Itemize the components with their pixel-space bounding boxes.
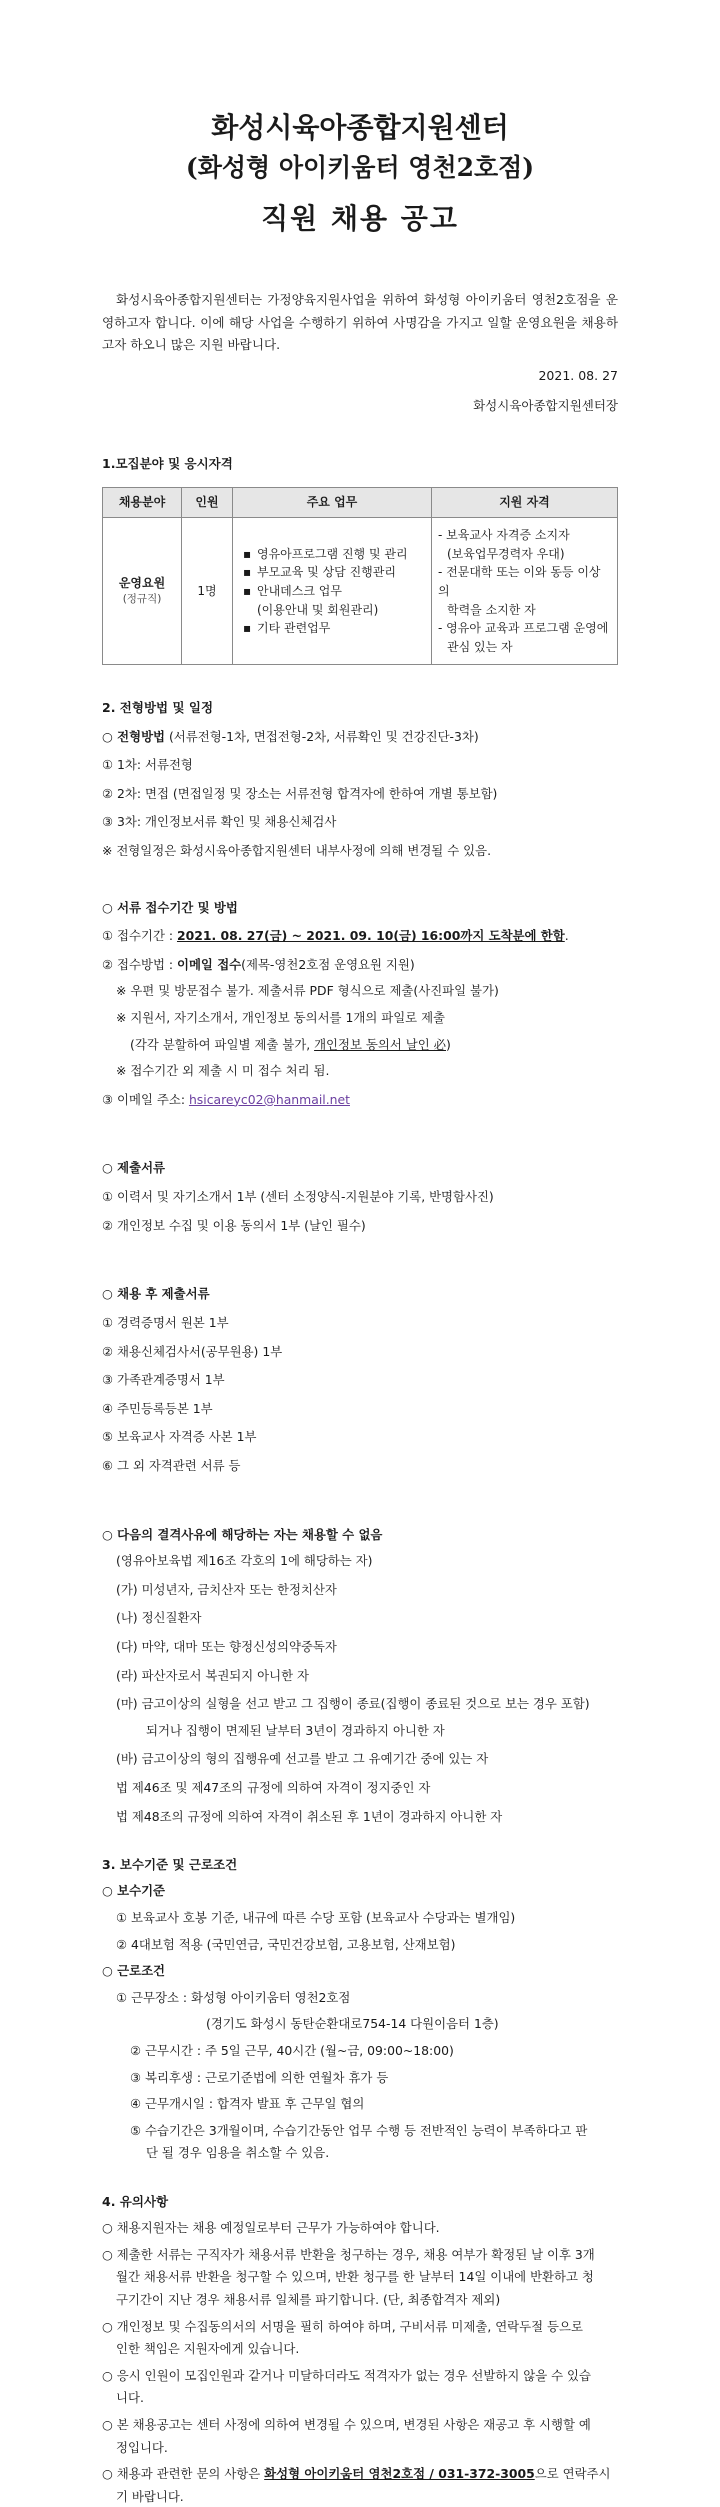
list-item: 정입니다. (116, 2439, 168, 2455)
field-cell (103, 518, 182, 665)
notice-date: 2021. 08. 27 (538, 367, 618, 383)
qual-line: - 전문대학 또는 이와 동등 이상의 (438, 565, 601, 599)
list-item: (경기도 화성시 동탄순환대로754-14 다원이음터 1층) (206, 2016, 499, 2032)
list-item: 인한 책임은 지원자에게 있습니다. (116, 2341, 300, 2357)
contact-info: 화성형 아이키움터 영천2호점 / 031-372-3005 (264, 2466, 535, 2482)
duties-cell (233, 518, 432, 665)
field-name: 운영요원 (118, 576, 166, 591)
list-item: (나) 정신질환자 (116, 1610, 202, 1626)
list-item: 법 제46조 및 제47조의 규정에 의하여 자격이 정지중인 자 (116, 1780, 431, 1796)
qual-line: - 보육교사 자격증 소지자 (438, 528, 570, 543)
email-line: ③ 이메일 주소: hsicareyc02@hanmail.net (102, 1091, 350, 1107)
list-item: ② 근무시간 : 주 5일 근무, 40시간 (월~금, 09:00~18:00) (130, 2043, 454, 2059)
qual-line: 관심 있는 자 (447, 639, 513, 654)
list-item: ⑥ 그 외 자격관련 서류 등 (102, 1457, 241, 1473)
pay-heading: ○ 보수기준 (102, 1883, 166, 1899)
selection-method-label: ○ 전형방법 (102, 728, 166, 744)
list-item: ① 근무장소 : 화성형 아이키움터 영천2호점 (116, 1989, 351, 2005)
list-item: 법 제48조의 규정에 의하여 자격이 취소된 후 1년이 경과하지 아니한 자 (116, 1808, 503, 1824)
list-item: 월간 채용서류 반환을 청구할 수 있으며, 반환 청구를 한 날부터 14일 이내에 반환하고 청 (116, 2269, 594, 2285)
qualification-cell (432, 518, 618, 665)
title-main: 화성시육아종합지원센터 (211, 111, 509, 144)
section2-heading: 2. 전형방법 및 일정 (102, 700, 214, 716)
list-item: 니다. (116, 2390, 144, 2406)
table-header-count: 인원 (182, 487, 233, 517)
bullet-icon: ▪ (243, 546, 252, 561)
list-item: ① 이력서 및 자기소개서 1부 (센터 소정양식-지원분야 기록, 반명함사진) (102, 1189, 494, 1205)
list-item: ① 경력증명서 원본 1부 (102, 1314, 229, 1330)
list-item: ④ 근무개시일 : 합격자 발표 후 근무일 협의 (130, 2096, 365, 2112)
list-item: 단 될 경우 임용을 취소할 수 있음. (146, 2145, 330, 2161)
table-header-field: 채용분야 (103, 487, 182, 517)
qual-line: 학력을 소지한 자 (447, 602, 536, 617)
list-item: ○ 응시 인원이 모집인원과 같거나 미달하더라도 적격자가 없는 경우 선발하지 않을 수 있습 (102, 2367, 591, 2383)
table-header-qualification: 지원 자격 (432, 487, 618, 517)
list-item: 구기간이 지난 경우 채용서류 일체를 파기합니다. (단, 최종합격자 제외) (116, 2292, 501, 2308)
receipt-heading: ○ 서류 접수기간 및 방법 (102, 899, 238, 915)
list-item: ④ 주민등록등본 1부 (102, 1400, 213, 1416)
notice-org: 화성시육아종합지원센터장 (473, 397, 618, 413)
count-cell: 1명 (182, 518, 233, 665)
list-item: (다) 마약, 대마 또는 향정신성의약중독자 (116, 1639, 337, 1654)
list-item: ② 4대보험 적용 (국민연금, 국민건강보험, 고용보험, 산재보험) (116, 1936, 456, 1952)
list-item: (바) 금고이상의 형의 집행유예 선고를 받고 그 유예기간 중에 있는 자 (116, 1751, 489, 1767)
contact-line-2: 기 바랍니다. (116, 2488, 184, 2504)
work-heading: ○ 근로조건 (102, 1963, 166, 1979)
receipt-note-sub: (각각 분할하여 파일별 제출 불가, 개인정보 동의서 날인 必) (130, 1036, 451, 1052)
docs-heading: ○ 제출서류 (102, 1160, 166, 1176)
list-item: ⑤ 수습기간은 3개월이며, 수습기간동안 업무 수행 등 전반적인 능력이 부족하다고 판 (130, 2122, 588, 2138)
duties-list (239, 545, 425, 638)
bullet-icon: ▪ (243, 565, 252, 580)
email-link[interactable]: hsicareyc02@hanmail.net (188, 1091, 350, 1107)
list-item: ① 보육교사 호봉 기준, 내규에 따른 수당 포함 (보육교사 수당과는 별개임) (116, 1910, 516, 1925)
title-branch: (화성형 아이키움터 영천2호점) (185, 153, 535, 183)
section3-heading: 3. 보수기준 및 근로조건 (102, 1857, 238, 1873)
list-item: ③ 가족관계증명서 1부 (102, 1372, 225, 1388)
disqualification-heading: ○ 다음의 결격사유에 해당하는 자는 채용할 수 없음 (102, 1526, 383, 1542)
list-item: ▪ 안내데스크 업무 (257, 582, 425, 601)
title-block (102, 0, 618, 237)
list-item: (가) 미성년자, 금치산자 또는 한정치산자 (116, 1581, 337, 1597)
receipt-period: ① 접수기간 : 2021. 08. 27(금) ~ 2021. 09. 10(금) 16:00까지 도착분에 한함. (102, 928, 569, 944)
contact-line: ○ 채용과 관련한 문의 사항은 화성형 아이키움터 영천2호점 / 031-372-3005으로 연락주시 (102, 2466, 611, 2482)
bullet-icon: ▪ (243, 584, 252, 599)
field-sub: (정규직) (122, 593, 162, 606)
receipt-note: ※ 지원서, 자기소개서, 개인정보 동의서를 1개의 파일로 제출 (116, 1010, 446, 1026)
list-item: ○ 개인정보 및 수집동의서의 서명을 필히 하여야 하며, 구비서류 미제출, 연락두절 등으로 (102, 2318, 583, 2334)
schedule-note: ※ 전형일정은 화성시육아종합지원센터 내부사정에 의해 변경될 수 있음. (102, 842, 492, 858)
list-item: ○ 본 채용공고는 센터 사정에 의하여 변경될 수 있으며, 변경된 사항은 재공고 후 시행할 예 (102, 2417, 591, 2433)
selection-method (102, 728, 618, 747)
receipt-note-late: ※ 접수기간 외 제출 시 미 접수 처리 됨. (116, 1063, 330, 1079)
list-item: ▪ 부모교육 및 상담 진행관리 (257, 563, 425, 582)
list-item: ② 채용신체검사서(공무원용) 1부 (102, 1343, 283, 1359)
receipt-method-value: 이메일 접수 (176, 956, 242, 972)
qual-line: - 영유아 교육과 프로그램 운영에 (438, 621, 609, 636)
table-header-duties: 주요 업무 (233, 487, 432, 517)
section4-heading: 4. 유의사항 (102, 2194, 169, 2210)
list-item: (영유아보육법 제16조 각호의 1에 해당하는 자) (116, 1553, 373, 1569)
receipt-note: ※ 우편 및 방문접수 불가. 제출서류 PDF 형식으로 제출(사진파일 불가) (116, 983, 499, 999)
receipt-period-value: 2021. 08. 27(금) ~ 2021. 09. 10(금) 16:00까지 도착분에 한함 (176, 928, 565, 944)
list-item: ⑤ 보육교사 자격증 사본 1부 (102, 1429, 257, 1445)
receipt-method: ② 접수방법 : 이메일 접수(제목-영천2호점 운영요원 지원) (102, 956, 415, 972)
list-item: ② 개인정보 수집 및 이용 동의서 1부 (날인 필수) (102, 1217, 366, 1233)
recruitment-table (102, 487, 618, 666)
list-item: (라) 파산자로서 복권되지 아니한 자 (116, 1667, 309, 1683)
list-item: ▪ 영유아프로그램 진행 및 관리 (257, 545, 425, 564)
list-item: ③ 3차: 개인정보서류 확인 및 채용신체검사 (102, 814, 337, 830)
list-item: (이용안내 및 회원관리) (257, 602, 379, 617)
list-item: ○ 제출한 서류는 구직자가 채용서류 반환을 청구하는 경우, 채용 여부가 확정된 날 이후 3개 (102, 2246, 595, 2262)
list-item: ▪ 기타 관련업무 (257, 619, 425, 638)
section1-heading: 1.모집분야 및 응시자격 (102, 455, 233, 471)
title-notice: 직원 채용 공고 (261, 201, 459, 235)
qual-line: (보육업무경력자 우대) (447, 546, 565, 561)
list-item: ○ 채용지원자는 채용 예정일로부터 근무가 가능하여야 합니다. (102, 2220, 440, 2236)
intro-paragraph: 화성시육아종합지원센터는 가정양육지원사업을 위하여 화성형 아이키움터 영천2호점을 운영하고자 합니다. 이에 해당 사업을 수행하기 위하여 사명감을 가지고 일할 운영요원을 채용하고자 하오니 많은 지원 바랍니다. (102, 292, 618, 353)
table-row (103, 518, 618, 665)
bullet-icon: ▪ (243, 621, 252, 636)
selection-method-detail: (서류전형-1차, 면접전형-2차, 서류확인 및 건강진단-3차) (165, 728, 479, 744)
list-item: ② 2차: 면접 (면접일정 및 장소는 서류전형 합격자에 한하여 개별 통보함) (102, 785, 498, 801)
post-docs-heading: ○ 채용 후 제출서류 (102, 1286, 210, 1302)
list-item: ③ 복리후생 : 근로기준법에 의한 연월차 휴가 등 (130, 2069, 389, 2085)
list-item: (마) 금고이상의 실형을 선고 받고 그 집행이 종료(집행이 종료된 것으로 보는 경우 포함) (116, 1696, 590, 1712)
list-item: 되거나 집행이 면제된 날부터 3년이 경과하지 아니한 자 (146, 1722, 445, 1738)
list-item: ① 1차: 서류전형 (102, 757, 193, 773)
